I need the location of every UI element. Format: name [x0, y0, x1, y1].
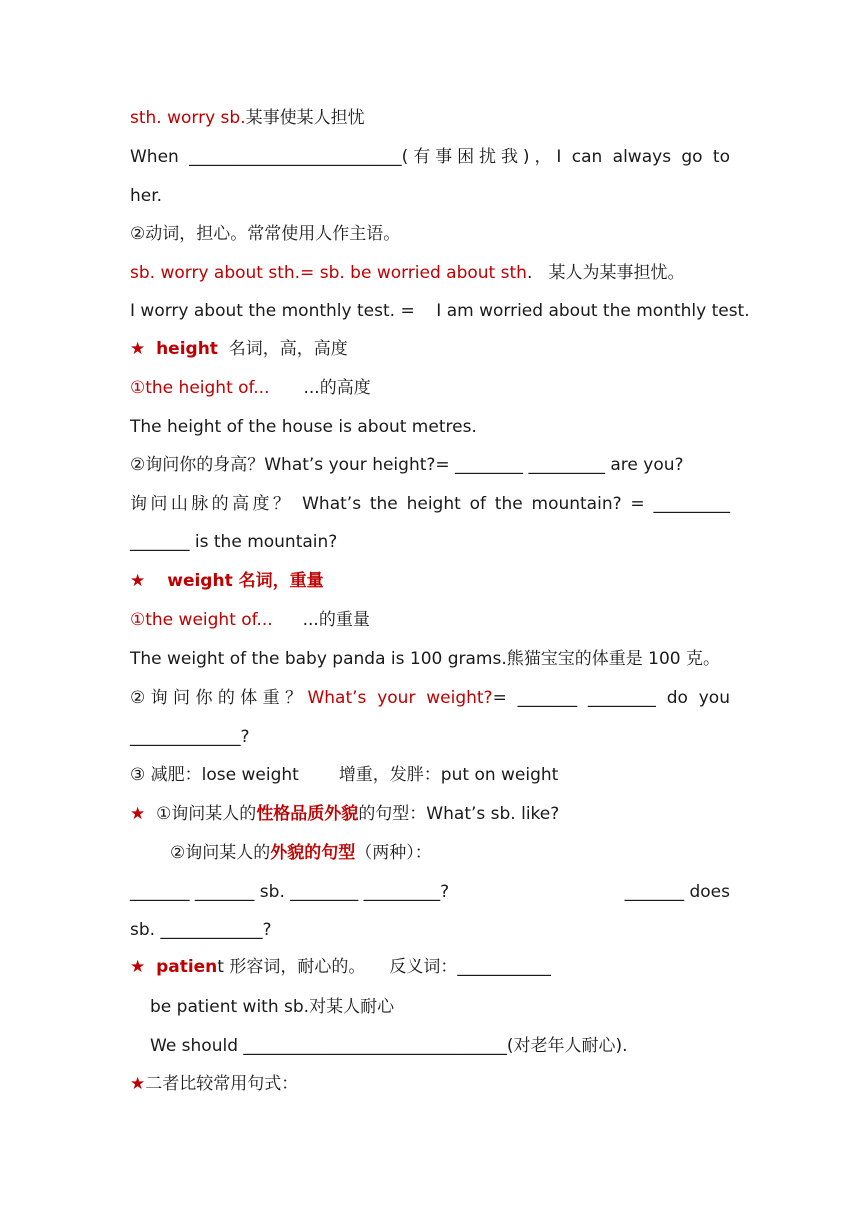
line-ask-weight [130, 686, 730, 710]
sentence-text: When _________________________(有事困扰我)，I can always go to [130, 147, 730, 167]
line-her [130, 184, 730, 208]
phrase-height-of: ①the height of... [130, 378, 270, 398]
keyword-height: height [156, 339, 218, 359]
line-monthly-test [130, 299, 750, 323]
example-sentence: sb. ____________? [130, 920, 272, 940]
line-we-should [150, 1034, 730, 1058]
example-sentence: _______ does [624, 882, 730, 902]
star-icon: ★ [130, 339, 146, 359]
example-sentence: 询问山脉的高度？ What’s the height of the mountain? = _________ [130, 494, 730, 514]
example-sentence: The weight of the baby panda is 100 grams.熊猫宝宝的体重是 100 克。 [130, 649, 721, 669]
line-is-mountain [130, 530, 730, 554]
line-weight-of [130, 608, 730, 632]
heading-patient [130, 955, 730, 979]
example-sentence: _______ is the mountain? [130, 532, 338, 552]
star-icon: ★ [130, 804, 146, 824]
line-worry-phrase [130, 106, 730, 130]
example-sentence: _______ _______ sb. ________ _________? [130, 882, 450, 902]
line-ask-appearance [170, 841, 730, 865]
keyword-meaning: 名词，高，高度 [228, 339, 348, 359]
phrase-text: be patient with sb.对某人耐心 [150, 997, 395, 1017]
line-lose-weight [130, 763, 730, 787]
heading-comparison [130, 1072, 730, 1096]
example-sentence: The height of the house is about metres. [130, 417, 477, 437]
line-panda-weight [130, 647, 730, 671]
note-text: ②动词，担心。常常使用人作主语。 [130, 224, 401, 244]
example-sentence: _____________? [130, 727, 250, 747]
line-house-height [130, 415, 730, 439]
example-sentence: ②询问你的身高？What’s your height?= ________ _________ are you? [130, 455, 684, 475]
heading-text: 二者比较常用句式： [145, 1074, 299, 1094]
heading-weight [130, 569, 730, 593]
phrase-weight-of: ①the weight of... [130, 610, 273, 630]
keyword-weight: weight 名词，重量 [167, 571, 324, 591]
phrase-worry-about: sb. worry about sth.= sb. be worried about sth [130, 263, 527, 283]
phrase-meaning: ...的重量 [302, 610, 370, 630]
keyword-appearance: 外貌的句型 [270, 843, 356, 863]
line-appearance-blanks [130, 880, 730, 904]
line-when-blank [130, 145, 730, 169]
note-text: 的句型：What’s sb. like? [358, 804, 560, 824]
line-ask-height [130, 453, 730, 477]
phrase-whats-your-weight: What’s your weight? [307, 688, 493, 708]
line-mountain-height [130, 492, 730, 516]
phrase-meaning: . 某人为某事担忧。 [526, 263, 685, 283]
example-sentence: I worry about the monthly test. = I am worried about the monthly test. [130, 301, 750, 321]
line-verb-worry [130, 222, 730, 246]
star-icon: ★ [130, 1074, 146, 1094]
star-icon: ★ [130, 571, 146, 591]
sentence-text: her. [130, 186, 163, 206]
line-weight-blank [130, 725, 730, 749]
antonym-prompt: 反义词：___________ [389, 957, 551, 977]
keyword-patient: patien [156, 957, 218, 977]
example-sentence: We should _______________________________(对老年人耐心). [150, 1036, 628, 1056]
line-patient-with [150, 995, 730, 1019]
heading-height [130, 337, 730, 361]
star-icon: ★ [130, 957, 146, 977]
keyword-meaning: t 形容词，耐心的。 [217, 957, 366, 977]
note-text: 增重，发胖：put on weight [338, 765, 559, 785]
line-sb-blank [130, 918, 730, 942]
note-text: ②询问你的体重？ [130, 688, 308, 708]
note-text: （两种）： [355, 843, 432, 863]
example-sentence: = _______ ________ do you [492, 688, 730, 708]
note-text: ②询问某人的 [170, 843, 271, 863]
phrase-meaning: ...的高度 [303, 378, 371, 398]
note-text: ①询问某人的 [156, 804, 257, 824]
phrase-meaning: 某事使某人担忧 [245, 108, 365, 128]
phrase-sth-worry-sb: sth. worry sb. [130, 108, 246, 128]
keyword-character: 性格品质外貌 [256, 804, 359, 824]
note-text: ③ 减肥：lose weight [130, 765, 299, 785]
line-worry-about [130, 261, 730, 285]
line-height-of [130, 376, 730, 400]
line-ask-character [130, 802, 730, 826]
